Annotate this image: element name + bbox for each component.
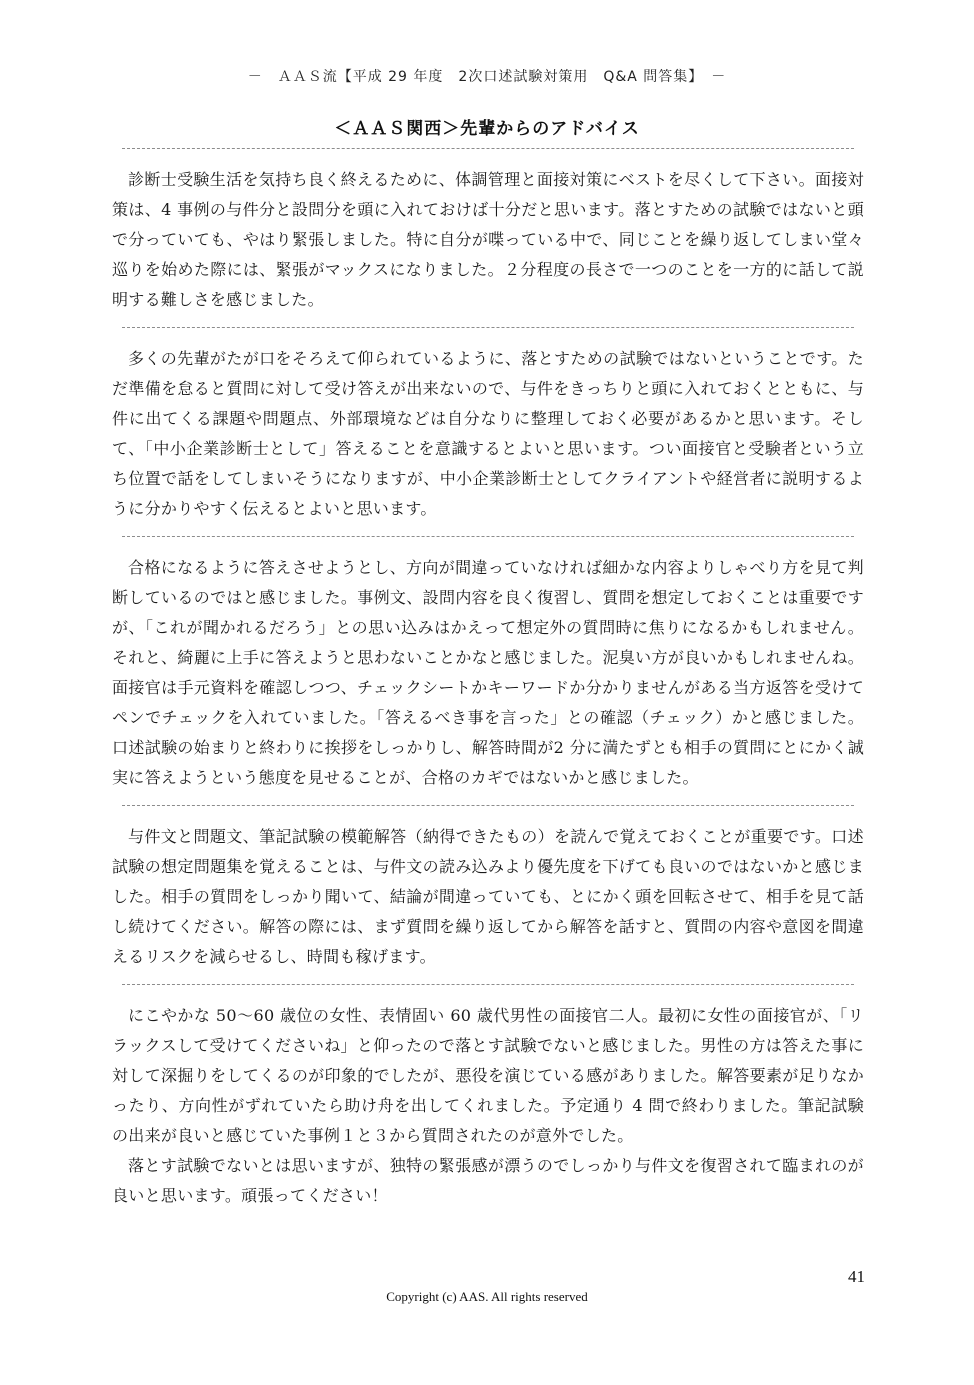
advice-paragraph: 診断士受験生活を気持ち良く終えるために、体調管理と面接対策にベストを尽くして下さい。面接対策は、4 事例の与件分と設問分を頭に入れておけば十分だと思います。落とすための試験ではないと頭で分っていても、やはり緊張しました。特に自分が喋っている中で、同じことを繰り返してしまい堂々巡りを始めた際には、緊張がマックスになりました。２分程度の長さで一つのことを一方的に話して説明する難しさを感じました。: [112, 170, 864, 309]
advice-paragraph: 与件文と問題文、筆記試験の模範解答（納得できたもの）を読んで覚えておくことが重要です。口述試験の想定問題集を覚えることは、与件文の読み込みより優先度を下げても良いのではないかと感じました。相手の質問をしっかり聞いて、結論が間違っていても、とにかく頭を回転させて、相手を見て話し続けてください。解答の際には、まず質問を繰り返してから解答を話すと、質問の内容や意図を間違えるリスクを減らせるし、時間も稼げます。: [112, 827, 864, 966]
advice-paragraph: 合格になるように答えさせようとし、方向が間違っていなければ細かな内容よりしゃべり方を見て判断しているのではと感じました。事例文、設問内容を良く復習し、質問を想定しておくことは重要ですが、「これが聞かれるだろう」との思い込みはかえって想定外の質問時に焦りになるかもしれません。それと、綺麗に上手に答えようと思わないことかなと感じました。泥臭い方が良いかもしれませんね。面接官は手元資料を確認しつつ、チェックシートかキーワードか分かりませんがある当方返答を受けてペンでチェックを入れていました。「答えるべき事を言った」との確認（チェック）かと感じました。口述試験の始まりと終わりに挨拶をしっかりし、解答時間が2 分に満たずとも相手の質問にとにかく誠実に答えようという態度を見せることが、合格のカギではないかと感じました。: [112, 558, 864, 787]
page-number: 41: [848, 1267, 865, 1286]
advice-content: [112, 148, 864, 1223]
page-title: ＜ＡＡＳ関西＞先輩からのアドバイス: [334, 119, 640, 139]
advice-section-3: [112, 537, 864, 805]
advice-section-2: [112, 328, 864, 536]
advice-section-4: [112, 806, 864, 984]
advice-paragraph: 多くの先輩がたが口をそろえて仰られているように、落とすための試験ではないということです。ただ準備を怠ると質問に対して受け答えが出来ないので、与件をきっちりと頭に入れておくとともに、与件に出てくる課題や問題点、外部環境などは自分なりに整理しておく必要があるかと思います。そして、「中小企業診断士として」答えることを意識するとよいと思います。つい面接官と受験者という立ち位置で話をしてしまいそうになりますが、中小企業診断士としてクライアントや経営者に説明するように分かりやすく伝えるとよいと思います。: [112, 349, 864, 518]
advice-section-5: [112, 985, 864, 1223]
advice-section-1: [112, 149, 864, 327]
running-header: － ＡＡＳ流【平成 29 年度 2次口述試験対策用 Q&A 問答集】 －: [247, 69, 727, 85]
advice-paragraph: 落とす試験でないとは思いますが、独特の緊張感が漂うのでしっかり与件文を復習されて臨まれのが良いと思います。頑張ってください！: [112, 1156, 864, 1205]
copyright-notice: Copyright (c) AAS. All rights reserved: [386, 1289, 588, 1304]
advice-paragraph: にこやかな 50～60 歳位の女性、表情固い 60 歳代男性の面接官二人。最初に女性の面接官が、「リラックスして受けてくださいね」と仰ったので落とす試験でないと感じました。男性の方は答えた事に対して深掘りをしてくるのが印象的でしたが、悪役を演じている感がありました。解答要素が足りなかったり、方向性がずれていたら助け舟を出してくれました。予定通り 4 問で終わりました。筆記試験の出来が良いと感じていた事例１と３から質問されたのが意外でした。: [112, 1006, 864, 1145]
